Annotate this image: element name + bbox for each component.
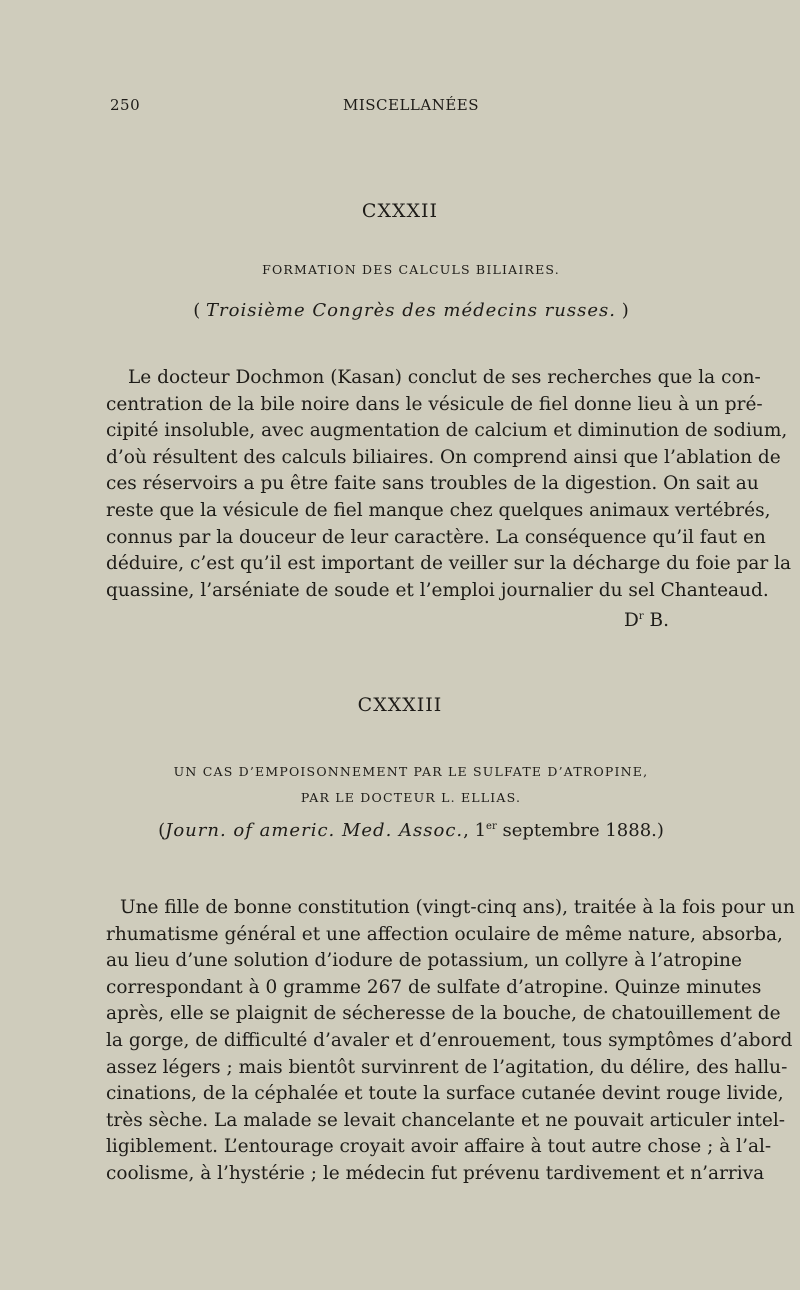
article-body xyxy=(106,895,795,1188)
article-source: ( Troisième Congrès des médecins russes. ) xyxy=(193,300,629,321)
body-line: quassine, l’arséniate de soude et l’emploi journalier du sel Chanteaud. xyxy=(106,579,769,601)
source-italic: Journ. of americ. Med. Assoc. xyxy=(165,820,464,841)
body-line: connus par la douceur de leur caractère. La conséquence qu’il faut en xyxy=(106,526,766,548)
body-line: très sèche. La malade se levait chancelante et ne pouvait articuler intel- xyxy=(106,1109,786,1131)
article-author: PAR LE DOCTEUR L. ELLIAS. xyxy=(300,790,522,805)
source-italic: Troisième Congrès des médecins russes. xyxy=(206,300,616,321)
page-header xyxy=(108,96,714,120)
body-line: rhumatisme général et une affection oculaire de même nature, absorba, xyxy=(106,923,783,945)
body-line: cipité insoluble, avec augmentation de calcium et diminution de sodium, xyxy=(106,420,788,442)
article-number: CXXXII xyxy=(361,200,439,222)
running-head: MISCELLANÉES xyxy=(342,96,480,114)
body-line: ces réservoirs a pu être faite sans troubles de la digestion. On sait au xyxy=(106,473,759,495)
page-number: 250 xyxy=(110,96,141,114)
signature: $D^r$ B. xyxy=(624,610,669,631)
body-line: assez légers ; mais bientôt survinrent de l’agitation, du délire, des hallu- xyxy=(106,1056,788,1078)
article-number: CXXXIII xyxy=(357,694,443,716)
article-title: FORMATION DES CALCULS BILIAIRES. xyxy=(262,262,560,277)
body-line: Une fille de bonne constitution (vingt-cinq ans), traitée à la fois pour un xyxy=(120,897,795,918)
body-line: d’où résultent des calculs biliaires. On comprend ainsi que l’ablation de xyxy=(106,446,781,468)
body-line: la gorge, de difficulté d’avaler et d’enrouement, tous symptômes d’abord xyxy=(106,1029,793,1051)
article-title: UN CAS D’EMPOISONNEMENT PAR LE SULFATE D’ATROPINE, xyxy=(173,764,649,779)
body-line: au lieu d’une solution d’iodure de potassium, un collyre à l’atropine xyxy=(106,950,742,972)
body-line: après, elle se plaignit de sécheresse de la bouche, de chatouillement de xyxy=(106,1003,781,1025)
article-source: (Journ. of americ. Med. Assoc., 1er septembre 1888.) xyxy=(158,820,664,841)
body-line: coolisme, à l’hystérie ; le médecin fut prévenu tardivement et n’arriva xyxy=(106,1162,765,1184)
body-line: ligiblement. L’entourage croyait avoir affaire à tout autre chose ; à l’al- xyxy=(106,1136,772,1158)
body-line: correspondant à 0 gramme 267 de sulfate d’atropine. Quinze minutes xyxy=(106,976,762,998)
body-line: reste que la vésicule de fiel manque chez quelques animaux vertébrés, xyxy=(106,499,771,521)
article-body xyxy=(106,365,792,604)
body-line: centration de la bile noire dans le vésicule de fiel donne lieu à un pré- xyxy=(106,393,763,415)
body-line: Le docteur Dochmon (Kasan) conclut de ses recherches que la con- xyxy=(128,367,761,388)
body-line: cinations, de la céphalée et toute la surface cutanée devint rouge livide, xyxy=(106,1083,784,1105)
body-line: déduire, c’est qu’il est important de veiller sur la décharge du foie par la xyxy=(106,553,792,575)
